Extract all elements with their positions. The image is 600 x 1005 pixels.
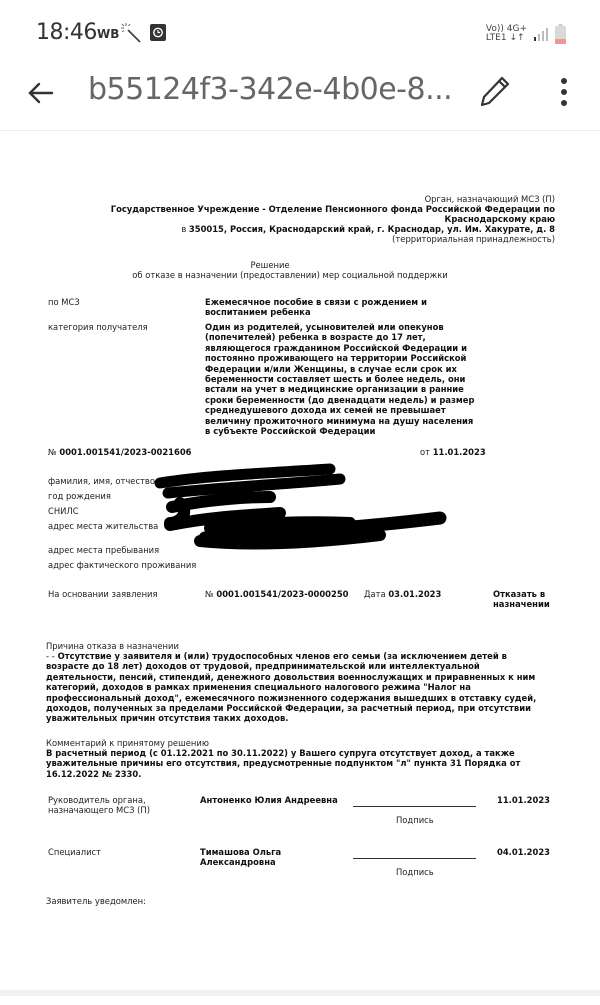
network-type-top: Vo)) 4G+ [485, 24, 527, 34]
magic-wand-icon [120, 22, 142, 44]
pencil-icon [482, 78, 508, 105]
decision-title: Решение [250, 260, 290, 270]
signer-name-specialist [200, 847, 281, 868]
territorial-note: (территориальная принадлежность) [392, 234, 555, 244]
status-indicators [486, 22, 566, 46]
clock-app-icon [150, 24, 166, 41]
field-actual-label: адрес фактического проживания [48, 560, 197, 570]
decision-number [48, 447, 191, 457]
category-line: являющегося гражданином Российской Федерации и [205, 342, 467, 353]
comment-line: 16.12.2022 № 2330. [46, 768, 142, 779]
category-line: в субъекте Российской Федерации [205, 426, 376, 437]
signal-bars-icon [533, 26, 549, 42]
signature-caption: Подпись [396, 867, 434, 877]
result-line: назначении [493, 599, 550, 610]
application-label: На основании заявления [48, 589, 158, 599]
app-bar [0, 66, 600, 131]
comment-label: Комментарий к принятому решению [46, 738, 209, 748]
app-date-prefix: Дата [364, 589, 386, 599]
category-line: беременности составляет шесть и более недель, они [205, 374, 466, 385]
category-line: Федерации и/или Женщины, в случае если срок их [205, 363, 457, 374]
role-line: назначающего МСЗ (П) [48, 805, 150, 816]
app-date-value: 03.01.2023 [388, 589, 442, 599]
signature-line [353, 858, 476, 859]
refusal-line [46, 651, 566, 661]
signer-date-head: 11.01.2023 [497, 795, 550, 805]
field-snils-label: СНИЛС [48, 506, 79, 516]
number-value: 0001.001541/2023-0021606 [59, 447, 192, 457]
app-number-value: 0001.001541/2023-0000250 [216, 589, 349, 599]
decision-date [420, 447, 486, 457]
refusal-line: возрасте до 18 лет) доходов от трудовой, предпринимательской или интеллектуальной [46, 661, 480, 672]
category-value [205, 322, 474, 436]
refusal-prefix: - - [46, 651, 55, 661]
refusal-line: профессиональный доход", ежемесячного пожизненного содержания вышедших в отставку судей, [46, 692, 537, 703]
refusal-reason-label: Причина отказа в назначении [46, 641, 179, 651]
name-line: Александровна [200, 857, 276, 868]
signer-role-head [48, 795, 150, 816]
field-stay-label: адрес места пребывания [48, 545, 160, 555]
refusal-line: уважительных причин отсутствия таких доходов. [46, 713, 289, 724]
organ-address [60, 224, 555, 234]
organ-name-line2: Краснодарскому краю [444, 214, 555, 224]
category-line: постоянно проживающего на территории Российской [205, 353, 467, 364]
result-line: Отказать в [493, 589, 546, 599]
application-result [493, 589, 550, 610]
name-line: Тимашова Ольга [200, 847, 282, 857]
decision-subtitle: об отказе в назначении (предоставлении) мер социальной поддержки [132, 270, 448, 280]
signer-role-specialist: Специалист [48, 847, 102, 857]
signature-caption: Подпись [396, 815, 434, 825]
battery-low-icon [555, 24, 566, 44]
back-button[interactable] [24, 76, 58, 110]
category-line: Один из родителей, усыновителей или опекунов [205, 322, 444, 332]
field-residence-label: адрес места жительства [48, 521, 159, 531]
comment-line: уважительные причины его отсутствия, предусмотренные подпунктом "л" пункта 31 Порядка от [46, 758, 521, 769]
number-prefix: № [48, 447, 57, 457]
date-value: 11.01.2023 [432, 447, 486, 457]
network-indicator [486, 25, 527, 43]
network-type-bottom: LTE1 ↓↑ [485, 33, 525, 43]
refusal-line: доходов, полученных за пределами Российской Федерации, за расчетный период, при отсутствии [46, 703, 531, 714]
refusal-reason-text [46, 651, 566, 724]
category-line: встали на учет в медицинские организации в ранние [205, 384, 464, 395]
measure-value-line: воспитанием ребенка [205, 307, 311, 318]
category-line: среднедушевого дохода их семей не превышает [205, 405, 446, 416]
refusal-line: категорий, доходов в рамках применения специального налогового режима "Налог на [46, 682, 471, 693]
comment-line: В расчетный период (с 01.12.2021 по 30.11.2022) у Вашего супруга отсутствует доход, а также [46, 748, 515, 758]
document-title: b55124f3-342e-4b0e-8... [88, 72, 453, 107]
status-bar [0, 0, 600, 66]
application-number [205, 589, 348, 599]
category-line: (попечителей) ребенка в возрасте до 17 лет, [205, 332, 426, 343]
organ-name-line1: Государственное Учреждение - Отделение Пенсионного фонда Российской Федерации по [110, 204, 555, 214]
signature-line [353, 806, 476, 807]
app-number-prefix: № [205, 589, 214, 599]
field-fio-label: фамилия, имя, отчество [48, 476, 155, 486]
category-label: категория получателя [48, 322, 148, 332]
field-birth-year-label: год рождения [48, 491, 111, 501]
measure-value [205, 297, 427, 318]
organ-label: Орган, назначающий МСЗ (П) [424, 194, 555, 204]
document-page [0, 131, 600, 992]
page-bottom-edge [0, 990, 600, 996]
address-prefix: в [181, 224, 187, 234]
application-date [364, 589, 441, 599]
role-line: Руководитель органа, [48, 795, 146, 805]
more-options-button[interactable] [556, 76, 572, 108]
category-line: сроки беременности (до двенадцати недель) и размер [205, 394, 475, 405]
signer-date-specialist: 04.01.2023 [497, 847, 550, 857]
measure-label: по МСЗ [48, 297, 80, 307]
refusal-line: деятельности, пенсий, стипендий, денежного довольствия военнослужащих и приравненных к ним [46, 671, 536, 682]
edit-button[interactable] [478, 73, 512, 109]
arrow-left-icon [30, 84, 52, 102]
category-line: величину прожиточного минимума на душу населения [205, 415, 474, 426]
applicant-notified-label: Заявитель уведомлен: [46, 896, 146, 906]
signer-name-head: Антоненко Юлия Андреевна [200, 795, 338, 805]
refusal-line-text: Отсутствие у заявителя и (или) трудоспособных членов его семьи (за исключением детей в [57, 651, 507, 661]
measure-value-line: Ежемесячное пособие в связи с рождением и [205, 297, 427, 307]
status-time: 18:46 [36, 20, 97, 45]
comment-text [46, 748, 566, 779]
more-vertical-icon [561, 78, 567, 106]
redaction-scribble [150, 463, 450, 553]
address-value: 350015, Россия, Краснодарский край, г. Краснодар, ул. Им. Хакурате, д. 8 [188, 224, 555, 234]
status-wb-label: WB [97, 27, 120, 41]
date-prefix: от [420, 447, 431, 457]
